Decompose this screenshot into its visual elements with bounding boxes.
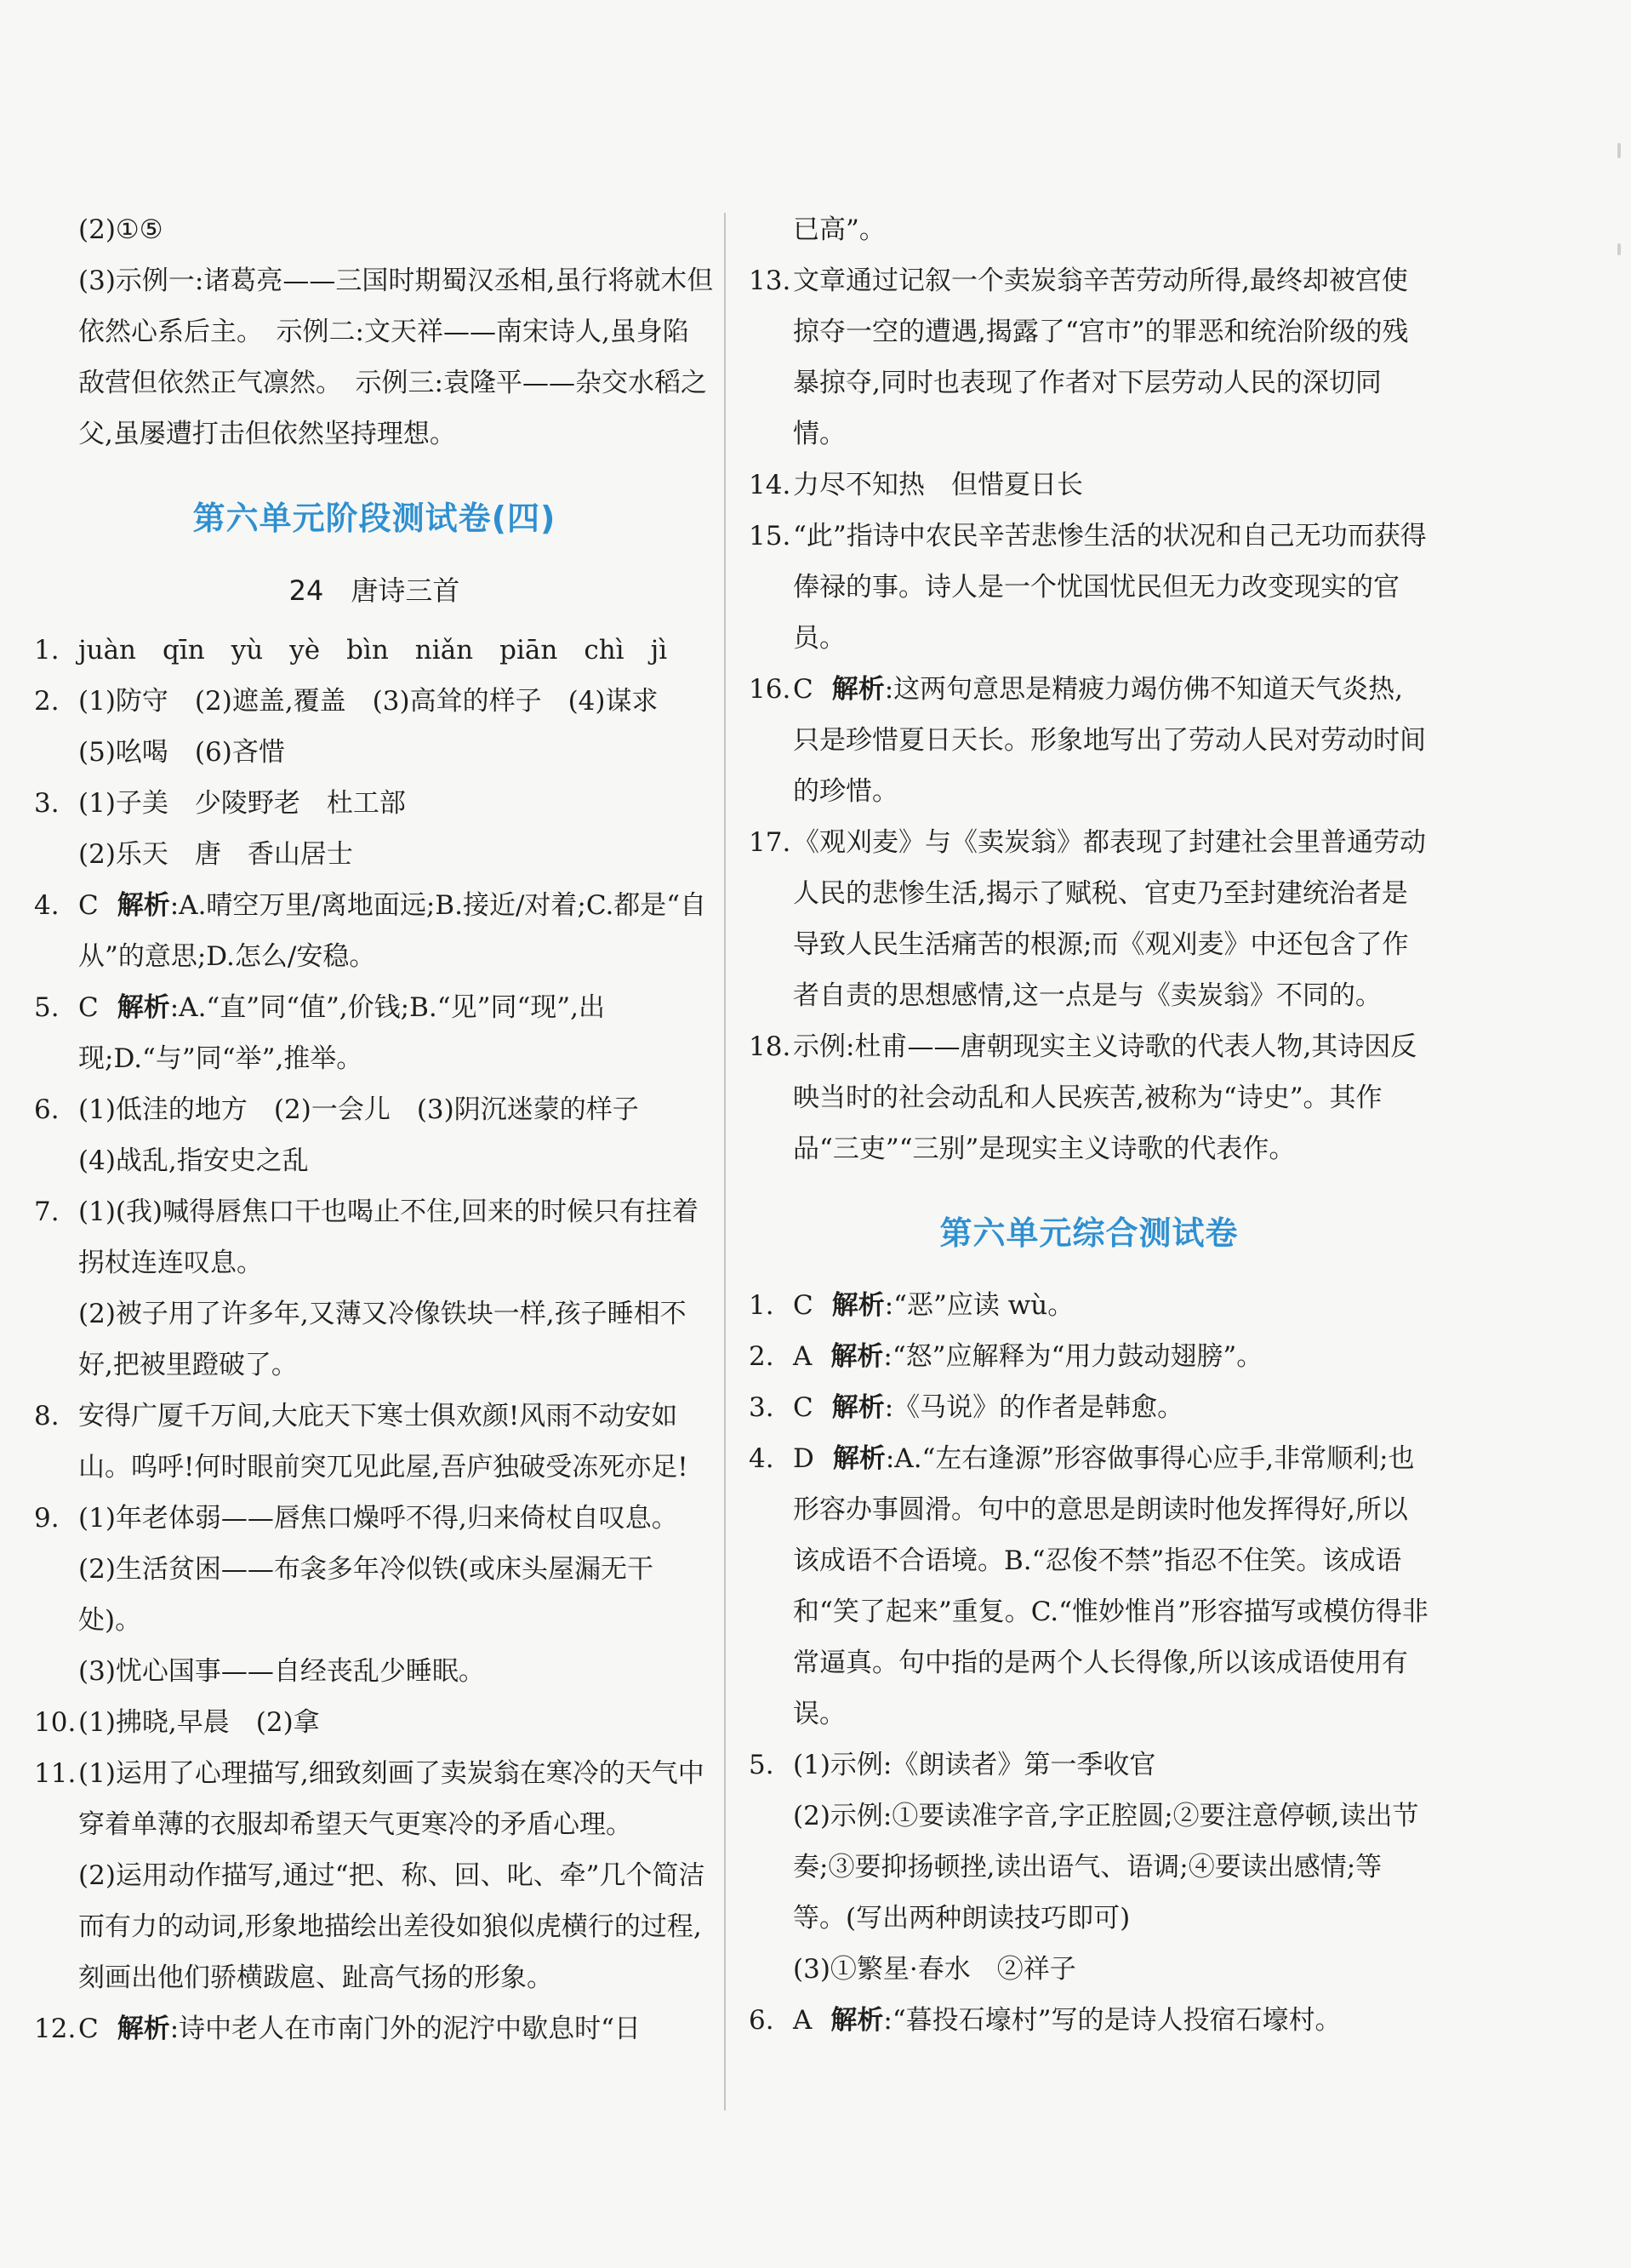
section-title: 第六单元综合测试卷 xyxy=(939,1214,1239,1252)
right-column xyxy=(749,204,1429,2046)
answer-item: 13. 文章通过记叙一个卖炭翁辛苦劳动所得,最终却被宫使掠夺一空的遭遇,揭露了“宫市”的罪恶和统治阶级的残暴掠夺,同时也表现了作者对下层劳动人民的深切同情。 xyxy=(749,266,1409,449)
answer-item: 7. (1)(我)喊得唇焦口干也喝止不住,回来的时候只有拄着拐杖连连叹息。 (2)被子用了许多年,又薄又冷像铁块一样,孩子睡相不好,把被里蹬破了。 xyxy=(34,1197,699,1380)
column-divider xyxy=(724,213,726,2111)
section-title: 第六单元阶段测试卷(四) xyxy=(192,500,556,537)
answer-item: 8. 安得广厦千万间,大庇天下寒士俱欢颜!风雨不动安如山。呜呼!何时眼前突兀见此屋,吾庐独破受冻死亦足! xyxy=(34,1401,688,1482)
answer-item: 2. A 解析:“怒”应解释为“用力鼓动翅膀”。 xyxy=(749,1341,1263,1372)
answer-line: (3)示例一:诸葛亮——三国时期蜀汉丞相,虽行将就木但依然心系后主。 示例二:文天祥——南宋诗人,虽身陷敌营但依然正气凛然。 示例三:袁隆平——杂交水稻之父,虽屡遭打击但依然坚持理想。 xyxy=(78,266,714,449)
answer-item: 1. C 解析:“恶”应读 wù。 xyxy=(749,1290,1075,1321)
answer-item: 16. C 解析:这两句意思是精疲力竭仿佛不知道天气炎热,只是珍惜夏日天长。形象地写出了劳动人民对劳动时间的珍惜。 xyxy=(749,674,1426,807)
answer-item: 6. (1)低洼的地方 (2)一会儿 (3)阴沉迷蒙的样子 (4)战乱,指安史之乱 xyxy=(34,1094,639,1176)
answer-item: 3. C 解析:《马说》的作者是韩愈。 xyxy=(749,1392,1184,1423)
answer-item: 5. (1)示例:《朗读者》第一季收官 (2)示例:①要读准字音,字正腔圆;②要注意停顿,读出节奏;③要抑扬顿挫,读出语气、语调;④要读出感情;等等。(写出两种朗读技巧即可) (3)①繁星·春水 ②祥子 xyxy=(749,1750,1419,1985)
answer-item: 17. 《观刈麦》与《卖炭翁》都表现了封建社会里普通劳动人民的悲惨生活,揭示了赋税、官吏乃至封建统治者是导致人民生活痛苦的根源;而《观刈麦》中还包含了作者自责的思想感情,这一点是与《卖炭翁》不同的。 xyxy=(749,827,1426,1011)
answer-item: 6. A 解析:“暮投石壕村”写的是诗人投宿石壕村。 xyxy=(749,2005,1342,2036)
edge-mark xyxy=(1617,143,1621,158)
continuation-text: 已高”。 xyxy=(793,214,886,245)
answer-item: 5. C 解析:A.“直”同“值”,价钱;B.“见”同“现”,出现;D.“与”同“举”,推举。 xyxy=(34,992,605,1074)
answer-item: 1. juàn qīn yù yè bìn niǎn piān chì jì xyxy=(34,635,668,666)
answer-item: 11. (1)运用了心理描写,细致刻画了卖炭翁在寒冷的天气中穿着单薄的衣服却希望天气更寒冷的矛盾心理。 (2)运用动作描写,通过“把、称、回、叱、牵”几个简洁而有力的动词,形象地描绘出差役如狼似虎横行的过程,刻画出他们骄横跋扈、趾高气扬的形象。 xyxy=(34,1758,705,1993)
answer-item: 2. (1)防守 (2)遮盖,覆盖 (3)高耸的样子 (4)谋求 (5)吆喝 (6)吝惜 xyxy=(34,686,659,768)
answer-item: 4. C 解析:A.晴空万里/离地面远;B.接近/对着;C.都是“自从”的意思;D.怎么/安稳。 xyxy=(34,890,707,972)
answer-item: 3. (1)子美 少陵野老 杜工部 (2)乐天 唐 香山居士 xyxy=(34,788,406,870)
lesson-title: 24 唐诗三首 xyxy=(288,574,460,607)
answer-line: (2)①⑤ xyxy=(78,214,163,245)
answer-item: 10. (1)拂晓,早晨 (2)拿 xyxy=(34,1707,320,1738)
answer-item: 12. C 解析:诗中老人在市南门外的泥泞中歇息时“日 xyxy=(34,2014,642,2044)
edge-mark xyxy=(1617,243,1621,255)
answer-item: 14. 力尽不知热 但惜夏日长 xyxy=(749,470,1083,500)
answer-item: 15. “此”指诗中农民辛苦悲惨生活的状况和自己无功而获得俸禄的事。诗人是一个忧国忧民但无力改变现实的官员。 xyxy=(749,521,1427,654)
answer-item: 4. D 解析:A.“左右逢源”形容做事得心应手,非常顺利;也形容办事圆滑。句中的意思是朗读时他发挥得好,所以该成语不合语境。B.“忍俊不禁”指忍不住笑。该成语和“笑了起来”重复。C.“惟妙惟肖”形容描写或模仿得非常逼真。句中指的是两个人长得像,所以该成语使用有误。 xyxy=(749,1443,1429,1729)
answer-item: 9. (1)年老体弱——唇焦口燥呼不得,归来倚杖自叹息。 (2)生活贫困——布衾多年冷似铁(或床头屋漏无干处)。 (3)忧心国事——自经丧乱少睡眠。 xyxy=(34,1503,678,1687)
left-column xyxy=(34,204,715,2054)
answer-item: 18. 示例:杜甫——唐朝现实主义诗歌的代表人物,其诗因反映当时的社会动乱和人民疾苦,被称为“诗史”。其作品“三吏”“三别”是现实主义诗歌的代表作。 xyxy=(749,1031,1417,1164)
